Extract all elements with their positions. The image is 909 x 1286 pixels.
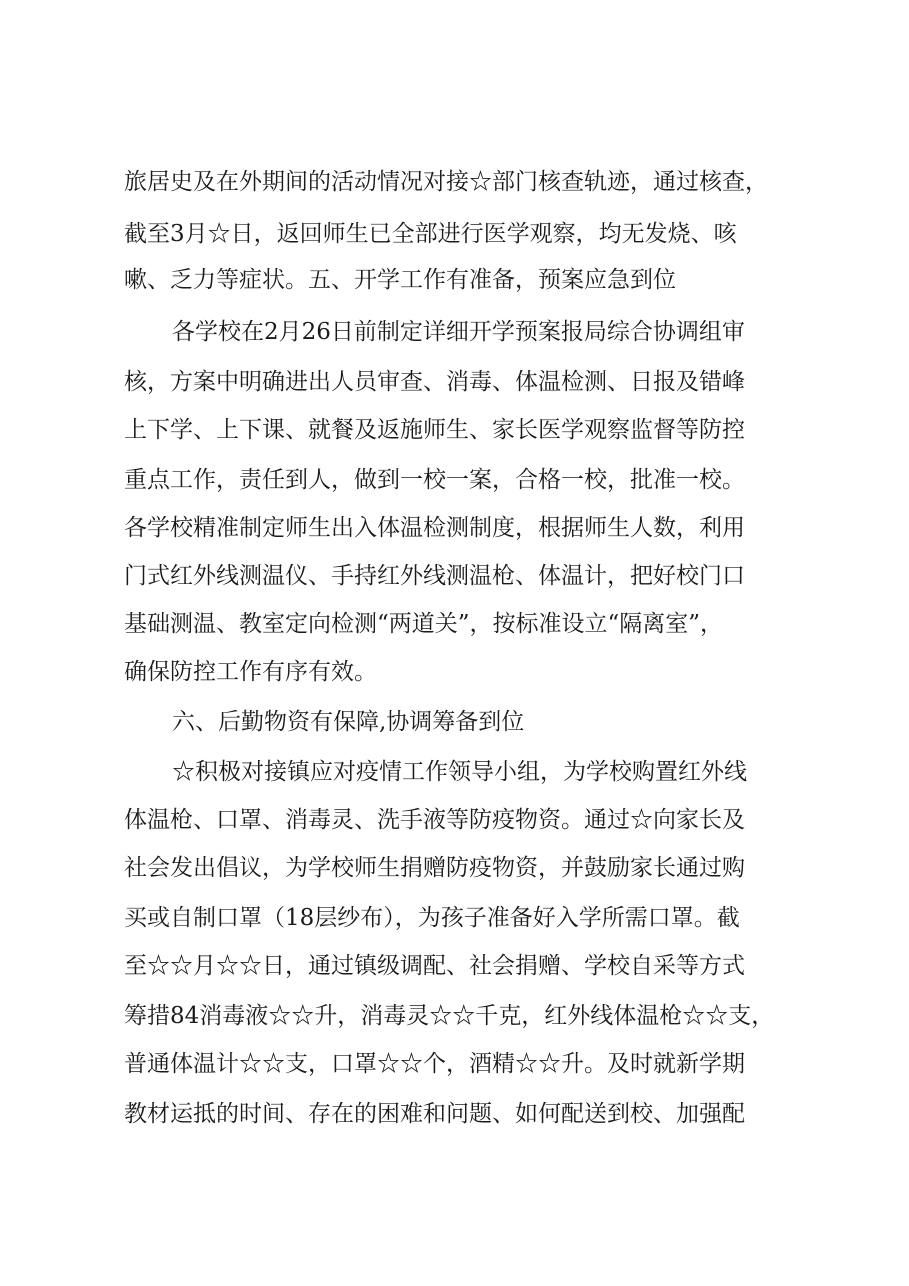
text-line [0,214,909,254]
line-text: 筹措84消毒液☆☆升，消毒灵☆☆千克，红外线体温枪☆☆支， [124,1003,775,1029]
line-text: 基础测温、教室定向检测“两道关”，按标准设立“隔离室”， [124,611,724,637]
line-text: 截至3月☆日，返回师生已全部进行医学观察，均无发烧、咳 [124,221,737,247]
text-line [0,362,909,402]
text-line [0,556,909,596]
text-line [0,1044,909,1084]
line-text: 重点工作，责任到人，做到一校一案，合格一校，批准一校。 [124,467,745,493]
line-text: 门式红外线测温仪、手持红外线测温枪、体温计，把好校门口 [124,563,745,589]
line-text: 上下学、上下课、就餐及返施师生、家长医学观察监督等防控 [124,417,745,443]
text-line [0,604,909,644]
text-line [0,652,909,692]
line-text: 至☆☆月☆☆日，通过镇级调配、社会捐赠、学校自采等方式 [124,953,745,979]
line-text: 核，方案中明确进出人员审查、消毒、体温检测、日报及错峰 [124,369,745,395]
text-line [0,1094,909,1134]
line-text: 确保防控工作有序有效。 [124,659,377,685]
text-line [0,996,909,1036]
line-text: 嗽、乏力等症状。五、开学工作有准备，预案应急到位 [124,267,676,293]
text-line [0,410,909,450]
line-text: 各学校精准制定师生出入体温检测制度，根据师生人数，利用 [124,515,745,541]
text-line [0,946,909,986]
text-line [0,848,909,888]
text-line [0,260,909,300]
line-text: 教材运抵的时间、存在的困难和问题、如何配送到校、加强配 [124,1101,745,1127]
text-line [0,800,909,840]
text-line [0,508,909,548]
section-heading [0,702,909,742]
line-text: 各学校在2月26日前制定详细开学预案报局综合协调组审 [172,319,745,345]
text-line [0,752,909,792]
line-text: 体温枪、口罩、消毒灵、洗手液等防疫物资。通过☆向家长及 [124,807,745,833]
text-line [0,162,909,202]
line-text: ☆积极对接镇应对疫情工作领导小组，为学校购置红外线 [172,759,747,785]
line-text: 普通体温计☆☆支，口罩☆☆个，酒精☆☆升。及时就新学期 [124,1051,745,1077]
text-line [0,312,909,352]
text-line [0,898,909,938]
line-text: 旅居史及在外期间的活动情况对接☆部门核查轨迹，通过核查， [124,169,768,195]
line-text: 社会发出倡议，为学校师生捐赠防疫物资，并鼓励家长通过购 [124,855,745,881]
line-text: 买或自制口罩（18层纱布），为孩子准备好入学所需口罩。截 [124,905,740,931]
text-line [0,460,909,500]
section-heading-text: 六、后勤物资有保障,协调筹备到位 [172,709,525,735]
